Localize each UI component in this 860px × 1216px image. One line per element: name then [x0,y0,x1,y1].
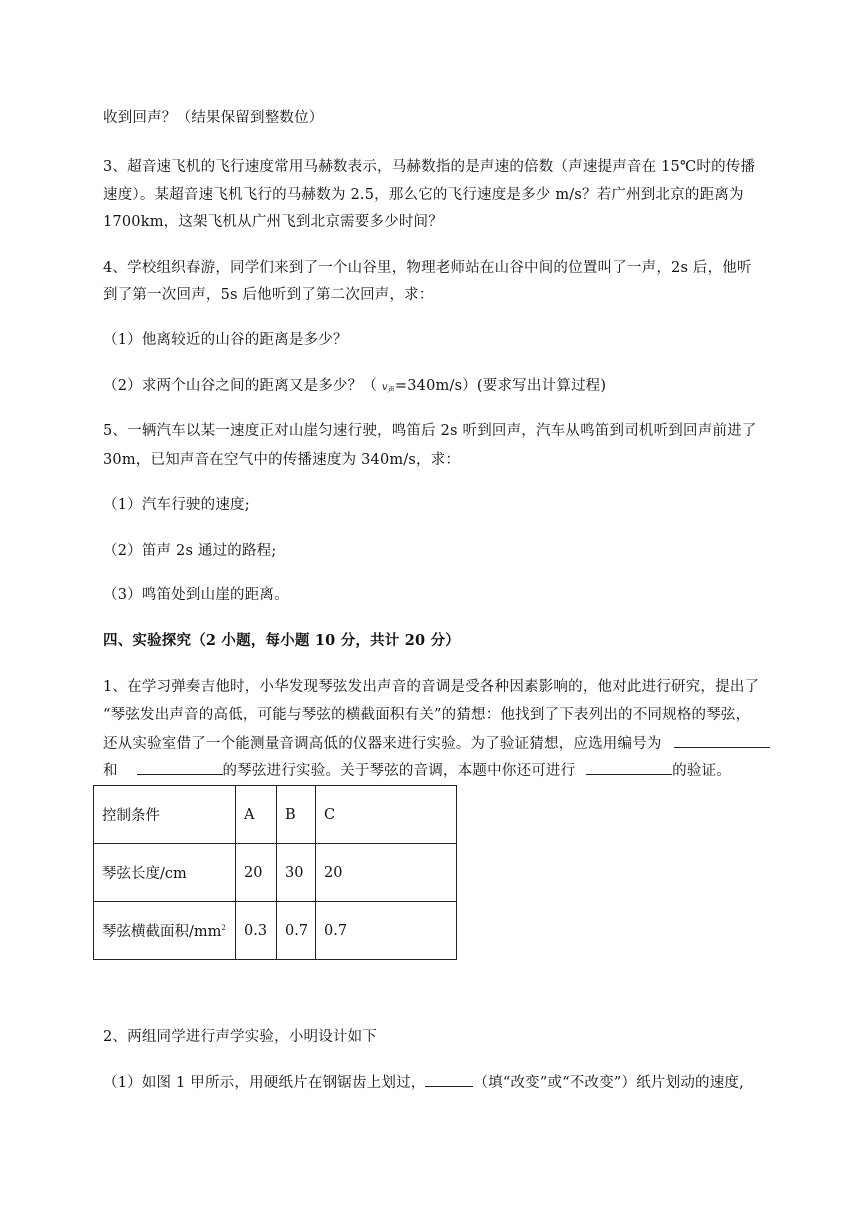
velocity-symbol: v [381,382,388,393]
answer-blank-3[interactable] [586,760,672,775]
exp1-line-4 [103,760,803,781]
table-cell: 20 [316,844,457,902]
exp1-line-1: 1、在学习弹奏吉他时，小华发现琴弦发出声音的音调是受各种因素影响的，他对此进行研究，提出了 [103,679,760,695]
table-cell: A [236,786,277,844]
table-row [94,902,457,960]
q4-line-2: 到了第一次回声，5s 后他听到了第二次回声，求： [103,287,434,303]
answer-blank-4[interactable] [425,1072,473,1087]
answer-blank-2[interactable] [137,760,223,775]
table-cell: 30 [277,844,316,902]
section-4-heading: 四、实验探究（2 小题，每小题 10 分，共计 20 分） [103,632,460,649]
q3-line-3: 1700km，这架飞机从广州飞到北京需要多少时间？ [103,214,443,230]
q5-line-1: 5、一辆汽车以某一速度正对山崖匀速行驶，鸣笛后 2s 听到回声，汽车从鸣笛到司机听到回声前进了 [103,423,757,439]
area-label: 琴弦横截面积/mm [102,924,222,940]
string-spec-table [93,785,457,960]
table-cell: 琴弦长度/cm [94,844,236,902]
table-cell [94,902,236,960]
velocity-subscript: 声 [387,386,395,394]
table-cell: 控制条件 [94,786,236,844]
q2-continuation: 收到回声？（结果保留到整数位） [103,110,324,126]
q4-sub-2 [103,376,803,400]
q3-line-2: 速度）。某超音速飞机飞行的马赫数为 2.5，那么它的飞行速度是多少 m/s？若广州到北京的距离为 [103,187,744,203]
exp2-line-2-pre: （1）如图 1 甲所示，用硬纸片在钢锯齿上划过， [103,1075,426,1091]
table-row [94,786,457,844]
q5-sub-2: （2）笛声 2s 通过的路程; [103,543,277,559]
exp1-line-3-text: 还从实验室借了一个能测量音调高低的仪器来进行实验。为了验证猜想，应选用编号为 [103,736,662,752]
exp1-line-2: “琴弦发出声音的高低，可能与琴弦的横截面积有关”的猜想：他找到了下表列出的不同规格的琴弦， [103,707,751,723]
table-row [94,844,457,902]
exp2-line-2-post: （填“改变”或“不改变”）纸片划动的速度, [473,1075,744,1091]
table-cell: B [277,786,316,844]
table-cell: 0.7 [277,902,316,960]
exp1-line-3 [103,733,803,754]
exp2-line-2 [103,1072,803,1093]
exp2-line-1: 2、两组同学进行声学实验，小明设计如下 [103,1029,378,1045]
q4-sub-2-pre: （2）求两个山谷之间的距离又是多少？（ [103,378,378,394]
q5-line-2: 30m，已知声音在空气中的传播速度为 340m/s，求： [103,452,461,468]
table-cell: C [316,786,457,844]
answer-blank-1[interactable] [674,733,770,748]
q5-sub-1: （1）汽车行驶的速度; [103,497,250,513]
q4-line-1: 4、学校组织春游，同学们来到了一个山谷里，物理老师站在山谷中间的位置叫了一声，2s 后，他听 [103,260,752,276]
q4-sub-1: （1）他离较近的山谷的距离是多少？ [103,332,348,348]
exp1-line-4-end: 的验证。 [672,763,731,779]
table-cell: 0.3 [236,902,277,960]
exp1-and: 和 [103,763,118,779]
table-cell: 0.7 [316,902,457,960]
exp1-line-4-mid: 的琴弦进行实验。关于琴弦的音调，本题中你还可进行 [222,763,576,779]
q3-line-1: 3、超音速飞机的飞行速度常用马赫数表示，马赫数指的是声速的倍数（声速提声音在 15℃时的传播 [103,159,756,175]
table-cell: 20 [236,844,277,902]
area-unit-superscript: 2 [221,924,226,932]
q4-sub-2-post: =340m/s）(要求写出计算过程) [394,378,607,394]
q5-sub-3: （3）鸣笛处到山崖的距离。 [103,587,289,603]
